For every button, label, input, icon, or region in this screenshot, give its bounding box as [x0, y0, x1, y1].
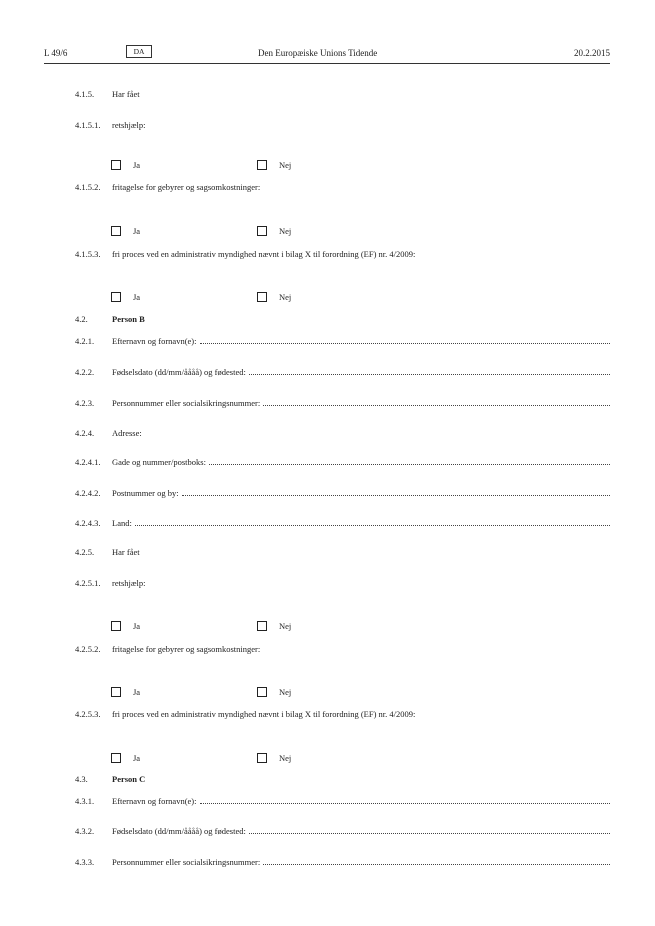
item-label: Efternavn og fornavn(e):: [112, 336, 197, 346]
checkbox-icon[interactable]: [257, 753, 267, 763]
item-label: retshjælp:: [112, 120, 146, 130]
fill-in-field[interactable]: [200, 335, 611, 344]
form-line: [75, 795, 610, 807]
checkbox-icon[interactable]: [257, 226, 267, 236]
form-line: [75, 577, 610, 589]
checkbox-no[interactable]: [257, 159, 291, 171]
item-label: fri proces ved en administrativ myndighed nævnt i bilag X til forordning (EF) nr. 4/2009:: [112, 709, 416, 719]
item-number: 4.1.5.1.: [75, 120, 101, 130]
checkbox-icon[interactable]: [111, 160, 121, 170]
item-number: 4.3.1.: [75, 796, 95, 806]
form-line: [75, 456, 610, 468]
checkbox-icon[interactable]: [111, 687, 121, 697]
item-label: fri proces ved en administrativ myndighed nævnt i bilag X til forordning (EF) nr. 4/2009:: [112, 249, 416, 259]
checkbox-icon[interactable]: [111, 226, 121, 236]
item-label: Fødselsdato (dd/mm/åååå) og fødested:: [112, 367, 246, 377]
checkbox-label: Nej: [279, 687, 292, 697]
checkbox-yes[interactable]: [111, 686, 140, 698]
item-number: 4.3.3.: [75, 857, 95, 867]
item-number: 4.2.2.: [75, 367, 95, 377]
item-number: 4.2.4.: [75, 428, 95, 438]
form-line: [75, 397, 610, 409]
header-rule: [44, 63, 610, 64]
checkbox-label: Ja: [133, 621, 141, 631]
publication-date: 20.2.2015: [574, 48, 610, 58]
form-line: [75, 856, 610, 868]
checkbox-no[interactable]: [257, 620, 291, 632]
item-number: 4.1.5.: [75, 89, 95, 99]
checkbox-label: Nej: [279, 226, 292, 236]
form-line: [75, 335, 610, 347]
fill-in-field[interactable]: [182, 487, 610, 496]
section-heading: [75, 773, 610, 785]
form-line: [75, 517, 610, 529]
checkbox-no[interactable]: [257, 686, 291, 698]
checkbox-yes[interactable]: [111, 752, 140, 764]
item-number: 4.2.5.2.: [75, 644, 101, 654]
fill-in-field[interactable]: [135, 517, 610, 526]
fill-in-field[interactable]: [263, 856, 610, 865]
fill-in-field[interactable]: [249, 366, 610, 375]
form-line: [75, 119, 610, 131]
item-number: 4.2.4.3.: [75, 518, 101, 528]
section-title: Person C: [112, 774, 146, 784]
form-line: [75, 248, 610, 260]
checkbox-label: Nej: [279, 160, 292, 170]
fill-in-field[interactable]: [249, 825, 610, 834]
item-label: Personnummer eller socialsikringsnummer:: [112, 857, 261, 867]
item-number: 4.2.1.: [75, 336, 95, 346]
checkbox-label: Nej: [279, 621, 292, 631]
fill-in-field[interactable]: [209, 456, 610, 465]
checkbox-yes[interactable]: [111, 291, 140, 303]
form-line: [75, 366, 610, 378]
form-line: [75, 181, 610, 193]
item-number: 4.1.5.2.: [75, 182, 101, 192]
form-line: [75, 487, 610, 499]
checkbox-no[interactable]: [257, 752, 291, 764]
item-number: 4.2.5.1.: [75, 578, 101, 588]
item-label: Adresse:: [112, 428, 142, 438]
item-number: 4.3.: [75, 774, 88, 784]
checkbox-icon[interactable]: [111, 292, 121, 302]
checkbox-label: Nej: [279, 292, 292, 302]
item-label: fritagelse for gebyrer og sagsomkostninger:: [112, 182, 261, 192]
item-label: Gade og nummer/postboks:: [112, 457, 206, 467]
checkbox-no[interactable]: [257, 225, 291, 237]
item-number: 4.2.4.2.: [75, 488, 101, 498]
checkbox-label: Nej: [279, 753, 292, 763]
item-number: 4.2.5.3.: [75, 709, 101, 719]
form-line: [75, 88, 610, 100]
item-label: Fødselsdato (dd/mm/åååå) og fødested:: [112, 826, 246, 836]
item-label: Efternavn og fornavn(e):: [112, 796, 197, 806]
item-label: Postnummer og by:: [112, 488, 179, 498]
checkbox-icon[interactable]: [257, 687, 267, 697]
form-line: [75, 708, 610, 720]
item-number: 4.2.4.1.: [75, 457, 101, 467]
item-label: retshjælp:: [112, 578, 146, 588]
checkbox-yes[interactable]: [111, 620, 140, 632]
item-label: Personnummer eller socialsikringsnummer:: [112, 398, 261, 408]
checkbox-yes[interactable]: [111, 225, 140, 237]
checkbox-yes[interactable]: [111, 159, 140, 171]
checkbox-label: Ja: [133, 160, 141, 170]
language-badge: DA: [126, 45, 152, 58]
checkbox-no[interactable]: [257, 291, 291, 303]
checkbox-icon[interactable]: [111, 621, 121, 631]
checkbox-label: Ja: [133, 753, 141, 763]
item-number: 4.1.5.3.: [75, 249, 101, 259]
form-line: [75, 427, 610, 439]
item-label: Har fået: [112, 89, 140, 99]
item-label: fritagelse for gebyrer og sagsomkostninger:: [112, 644, 261, 654]
item-number: 4.2.: [75, 314, 88, 324]
checkbox-icon[interactable]: [257, 621, 267, 631]
checkbox-icon[interactable]: [257, 292, 267, 302]
checkbox-label: Ja: [133, 292, 141, 302]
checkbox-icon[interactable]: [257, 160, 267, 170]
item-label: Land:: [112, 518, 132, 528]
item-number: 4.2.5.: [75, 547, 95, 557]
form-line: [75, 825, 610, 837]
item-label: Har fået: [112, 547, 140, 557]
fill-in-field[interactable]: [200, 795, 611, 804]
item-number: 4.2.3.: [75, 398, 95, 408]
checkbox-icon[interactable]: [111, 753, 121, 763]
section-heading: [75, 313, 610, 325]
page-reference: L 49/6: [44, 48, 68, 58]
form-line: [75, 546, 610, 558]
checkbox-label: Ja: [133, 687, 141, 697]
journal-title: Den Europæiske Unions Tidende: [258, 48, 378, 58]
form-line: [75, 643, 610, 655]
checkbox-label: Ja: [133, 226, 141, 236]
section-title: Person B: [112, 314, 145, 324]
fill-in-field[interactable]: [263, 397, 610, 406]
item-number: 4.3.2.: [75, 826, 95, 836]
